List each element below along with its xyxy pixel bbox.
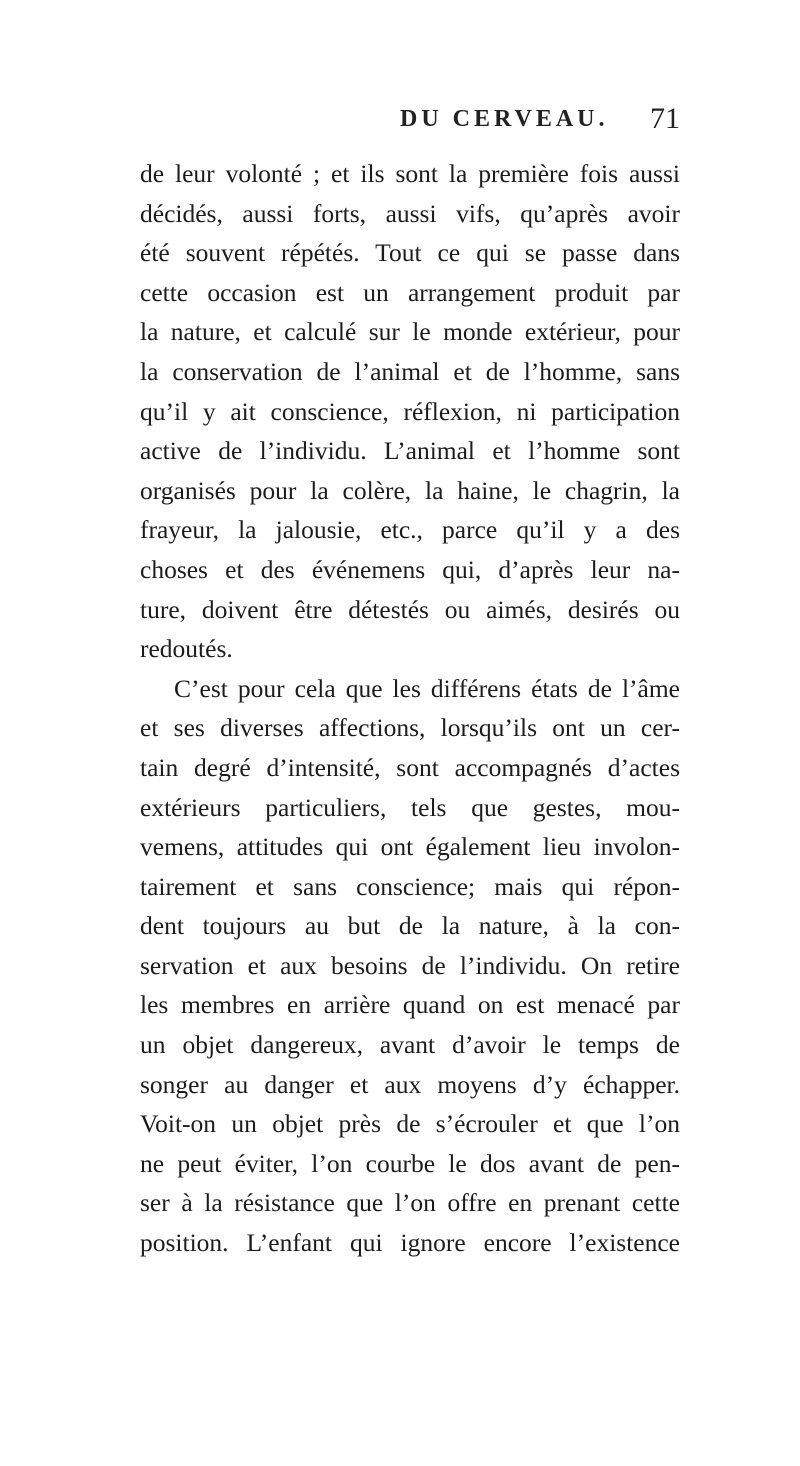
text-line: extérieurs particuliers, tels que gestes, mou- — [140, 792, 680, 822]
text-line: la conservation de l’animal et de l’homme, sans — [140, 356, 680, 386]
text-line: organisés pour la colère, la haine, le chagrin, la — [140, 475, 680, 505]
running-head — [140, 102, 680, 142]
text-line: dent toujours au but de la nature, à la con- — [140, 911, 680, 941]
text-line: frayeur, la jalousie, etc., parce qu’il y a des — [140, 515, 680, 545]
text-line: été souvent répétés. Tout ce qui se passe dans — [140, 238, 680, 268]
text-line: ne peut éviter, l’on courbe le dos avant de pen- — [140, 1148, 680, 1178]
text-line: de leur volonté ; et ils sont la première fois aussi — [140, 159, 680, 188]
text-line: ture, doivent être détestés ou aimés, desirés ou — [140, 594, 680, 624]
body-text — [140, 154, 680, 1263]
text-line: un objet dangereux, avant d’avoir le temps de — [140, 1030, 680, 1060]
text-line: qu’il y ait conscience, réflexion, ni participation — [140, 396, 680, 426]
text-line: C’est pour cela que les différens états de l’âme — [174, 673, 680, 703]
text-line: ser à la résistance que l’on offre en prenant cette — [140, 1188, 680, 1218]
text-line: servation et aux besoins de l’individu. On retire — [140, 950, 680, 980]
text-line: redoutés. — [140, 634, 233, 664]
text-line: et ses diverses affections, lorsqu’ils ont un cer- — [140, 713, 680, 743]
text-line: vemens, attitudes qui ont également lieu involon- — [140, 832, 680, 862]
page-number: 71 — [650, 102, 680, 135]
text-line: les membres en arrière quand on est menacé par — [140, 990, 680, 1020]
text-line: cette occasion est un arrangement produit par — [140, 277, 680, 307]
text-line: la nature, et calculé sur le monde extérieur, pour — [140, 317, 680, 347]
text-line: décidés, aussi forts, aussi vifs, qu’après avoir — [140, 198, 680, 228]
running-title: DU CERVEAU. — [400, 106, 609, 132]
text-line: tain degré d’intensité, sont accompagnés d’actes — [140, 752, 680, 782]
text-line: tairement et sans conscience; mais qui répon- — [140, 871, 680, 901]
text-line: choses et des événemens qui, d’après leur na- — [140, 554, 680, 584]
text-line: active de l’individu. L’animal et l’homme sont — [140, 436, 680, 466]
text-line: position. L’enfant qui ignore encore l’existence — [140, 1228, 680, 1258]
text-line: songer au danger et aux moyens d’y échapper. — [140, 1069, 680, 1099]
text-line: Voit-on un objet près de s’écrouler et que l’on — [140, 1109, 680, 1139]
